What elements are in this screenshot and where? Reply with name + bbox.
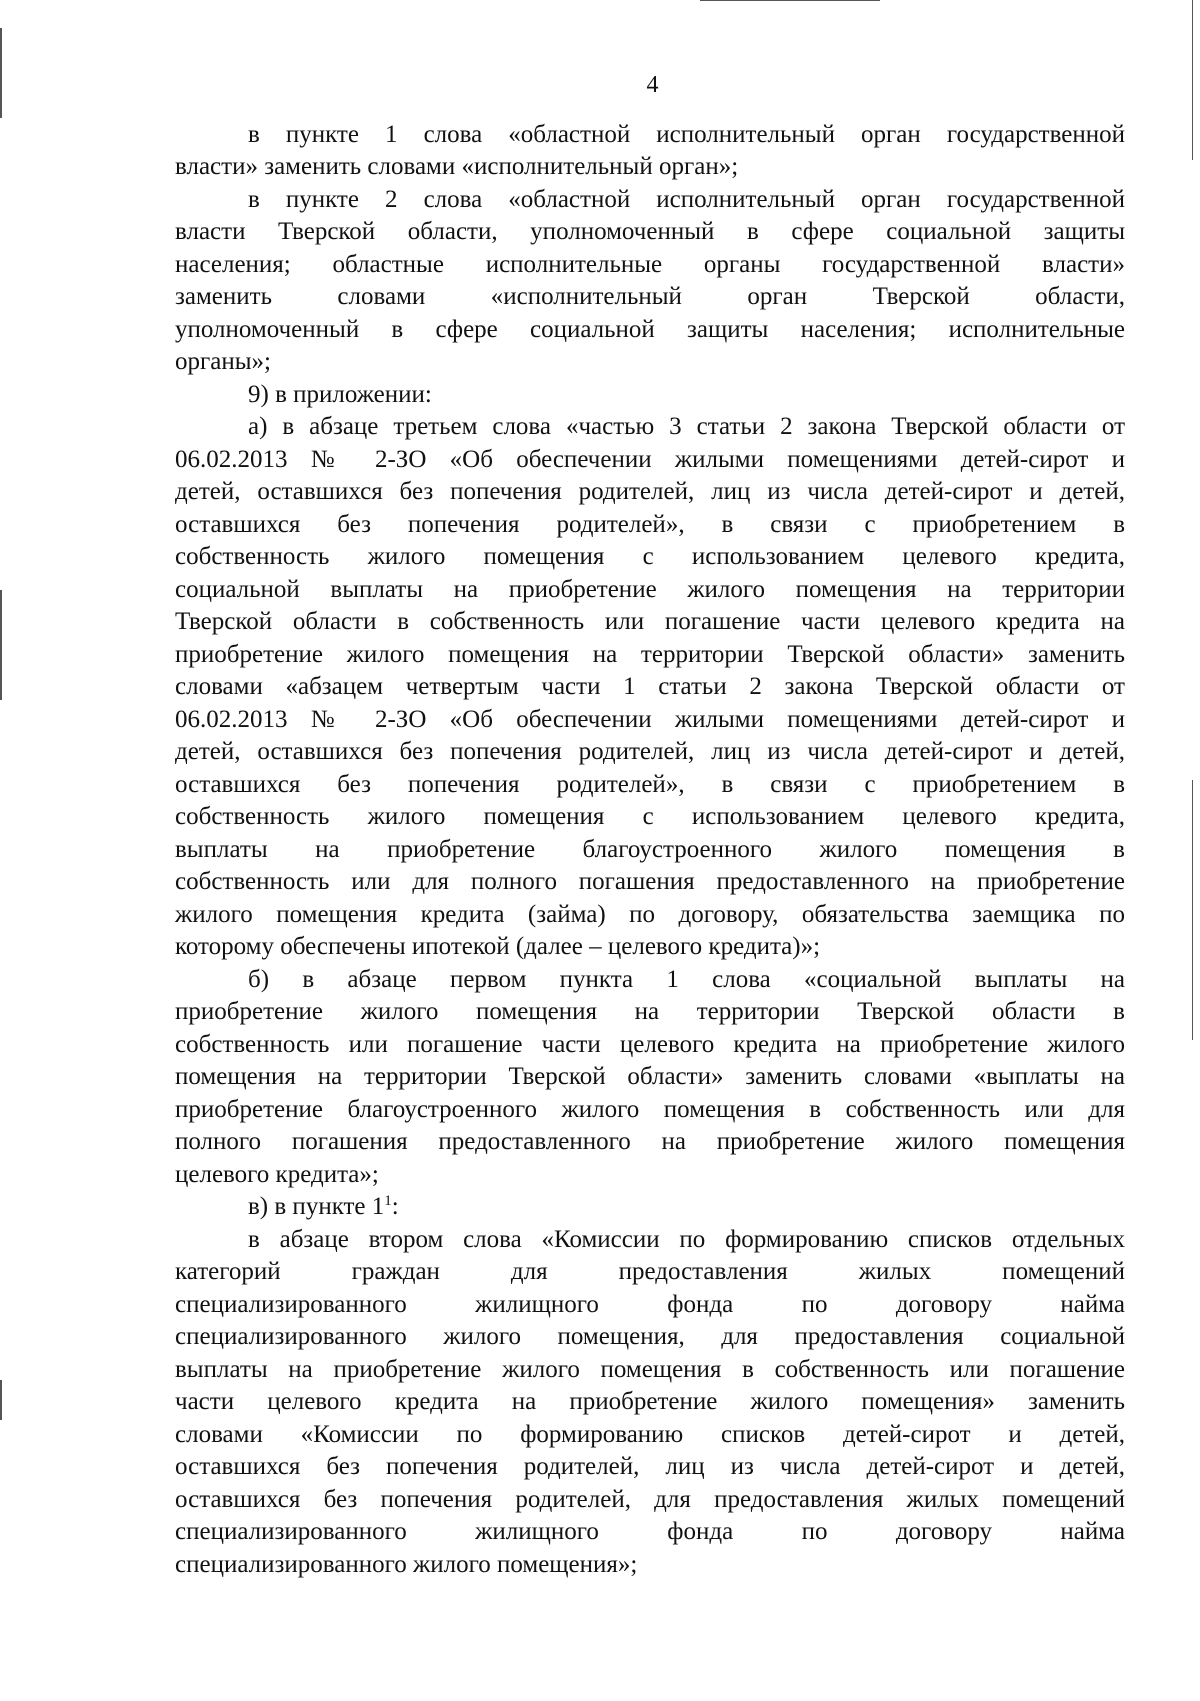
text-line: которому обеспечены ипотекой (далее – целевого кредита)»;	[175, 933, 821, 960]
text-line: словами «Комиссии по формированию списков детей-сирот и детей,	[175, 1421, 1125, 1448]
text-line: оставшихся без попечения родителей», в связи с приобретением в	[175, 771, 1125, 798]
text-line: категорий граждан для предоставления жилых помещений	[175, 1258, 1125, 1285]
text-line: приобретение жилого помещения на территории Тверской области в	[175, 998, 1125, 1025]
scan-edge-mark	[0, 1380, 2, 1420]
text-line: собственность или погашение части целевого кредита на приобретение жилого	[175, 1031, 1125, 1058]
text-segment: в) в пункте 1	[248, 1193, 385, 1220]
text-line: б) в абзаце первом пункта 1 слова «социальной выплаты на	[248, 966, 1125, 993]
text-line: жилого помещения кредита (займа) по договору, обязательства заемщика по	[175, 901, 1125, 928]
text-line: детей, оставшихся без попечения родителей, лиц из числа детей-сирот и детей,	[175, 478, 1125, 505]
text-line: 9) в приложении:	[248, 381, 432, 408]
text-line: 06.02.2013 № 2-ЗО «Об обеспечении жилыми помещениями детей-сирот и	[175, 706, 1125, 733]
text-line: части целевого кредита на приобретение жилого помещения» заменить	[175, 1388, 1125, 1415]
text-line: оставшихся без попечения родителей, для предоставления жилых помещений	[175, 1486, 1125, 1513]
text-line: помещения на территории Тверской области» заменить словами «выплаты на	[175, 1063, 1125, 1090]
text-line	[248, 1192, 1125, 1222]
text-line: оставшихся без попечения родителей», в связи с приобретением в	[175, 511, 1125, 538]
text-line: в пункте 2 слова «областной исполнительный орган государственной	[248, 186, 1125, 213]
text-segment: :	[391, 1193, 399, 1220]
superscript: 1	[384, 1193, 392, 1209]
text-line: а) в абзаце третьем слова «частью 3 статьи 2 закона Тверской области от	[248, 413, 1125, 440]
text-line: целевого кредита»;	[175, 1161, 379, 1188]
text-line: 06.02.2013 № 2-ЗО «Об обеспечении жилыми помещениями детей-сирот и	[175, 446, 1125, 473]
text-line: выплаты на приобретение жилого помещения в собственность или погашение	[175, 1356, 1125, 1383]
scan-edge-mark	[700, 0, 880, 1]
text-line: собственность или для полного погашения предоставленного на приобретение	[175, 868, 1125, 895]
text-line: социальной выплаты на приобретение жилого помещения на территории	[175, 576, 1125, 603]
scan-edge-mark	[1192, 780, 1193, 1040]
text-line: заменить словами «исполнительный орган Тверской области,	[175, 283, 1125, 310]
text-line: власти Тверской области, уполномоченный в сфере социальной защиты	[175, 218, 1125, 245]
text-line: в пункте 1 слова «областной исполнительный орган государственной	[248, 121, 1125, 148]
scan-edge-mark	[0, 590, 2, 700]
text-line: полного погашения предоставленного на приобретение жилого помещения	[175, 1128, 1125, 1155]
text-line: словами «абзацем четвертым части 1 статьи 2 закона Тверской области от	[175, 673, 1125, 700]
text-line: в абзаце втором слова «Комиссии по формированию списков отдельных	[248, 1226, 1125, 1253]
text-line: оставшихся без попечения родителей, лиц из числа детей-сирот и детей,	[175, 1453, 1125, 1480]
text-line: приобретение благоустроенного жилого помещения в собственность или для	[175, 1096, 1125, 1123]
text-line: собственность жилого помещения с использованием целевого кредита,	[175, 543, 1125, 570]
text-line: приобретение жилого помещения на территории Тверской области» заменить	[175, 641, 1125, 668]
text-line: специализированного жилого помещения»;	[175, 1551, 638, 1578]
text-line: уполномоченный в сфере социальной защиты населения; исполнительные	[175, 316, 1125, 343]
text-line: населения; областные исполнительные органы государственной власти»	[175, 251, 1125, 278]
text-line: органы»;	[175, 348, 271, 375]
text-line: собственность жилого помещения с использованием целевого кредита,	[175, 803, 1125, 830]
page-number: 4	[646, 72, 659, 98]
text-line: детей, оставшихся без попечения родителей, лиц из числа детей-сирот и детей,	[175, 738, 1125, 765]
text-line: специализированного жилищного фонда по договору найма	[175, 1518, 1125, 1545]
text-line: специализированного жилого помещения, для предоставления социальной	[175, 1323, 1125, 1350]
text-line: власти» заменить словами «исполнительный орган»;	[175, 153, 739, 180]
text-line: Тверской области в собственность или погашение части целевого кредита на	[175, 608, 1125, 635]
text-line: выплаты на приобретение благоустроенного жилого помещения в	[175, 836, 1125, 863]
text-line: специализированного жилищного фонда по договору найма	[175, 1291, 1125, 1318]
